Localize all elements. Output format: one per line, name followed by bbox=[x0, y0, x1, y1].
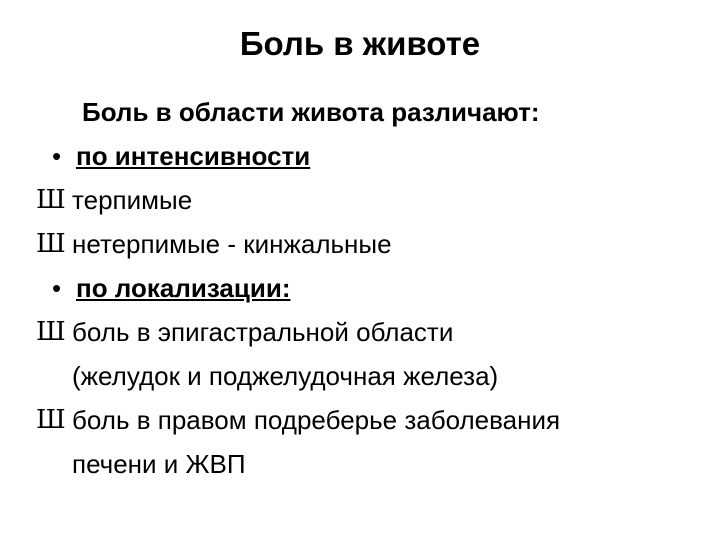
list-item-text: терпимые bbox=[72, 185, 193, 215]
list-item-continuation bbox=[44, 442, 704, 486]
section-heading: по интенсивности bbox=[76, 141, 311, 171]
list-item-text: печени и ЖВП bbox=[72, 449, 246, 479]
section-intensity bbox=[44, 134, 704, 178]
list-item bbox=[36, 178, 704, 222]
list-item bbox=[36, 310, 704, 354]
list-item-text: (желудок и поджелудочная железа) bbox=[72, 361, 499, 391]
list-item-text: нетерпимые - кинжальные bbox=[72, 229, 392, 259]
list-item-text: боль в эпигастральной области bbox=[72, 317, 454, 347]
list-item-text: боль в правом подреберье заболевания bbox=[72, 405, 561, 435]
slide-content bbox=[36, 90, 704, 486]
arrow-bullet-icon: Ш bbox=[36, 229, 66, 259]
section-heading: по локализации: bbox=[76, 273, 291, 303]
list-item-continuation bbox=[44, 354, 704, 398]
intro-text: Боль в области живота различают: bbox=[82, 97, 540, 127]
arrow-bullet-icon: Ш bbox=[36, 317, 66, 347]
list-item bbox=[36, 222, 704, 266]
list-item bbox=[36, 398, 704, 442]
section-localization bbox=[44, 266, 704, 310]
arrow-bullet-icon: Ш bbox=[36, 405, 66, 435]
bullet-icon: • bbox=[52, 141, 62, 171]
bullet-icon: • bbox=[52, 273, 62, 303]
slide-title: Боль в животе bbox=[239, 25, 481, 62]
arrow-bullet-icon: Ш bbox=[36, 185, 66, 215]
